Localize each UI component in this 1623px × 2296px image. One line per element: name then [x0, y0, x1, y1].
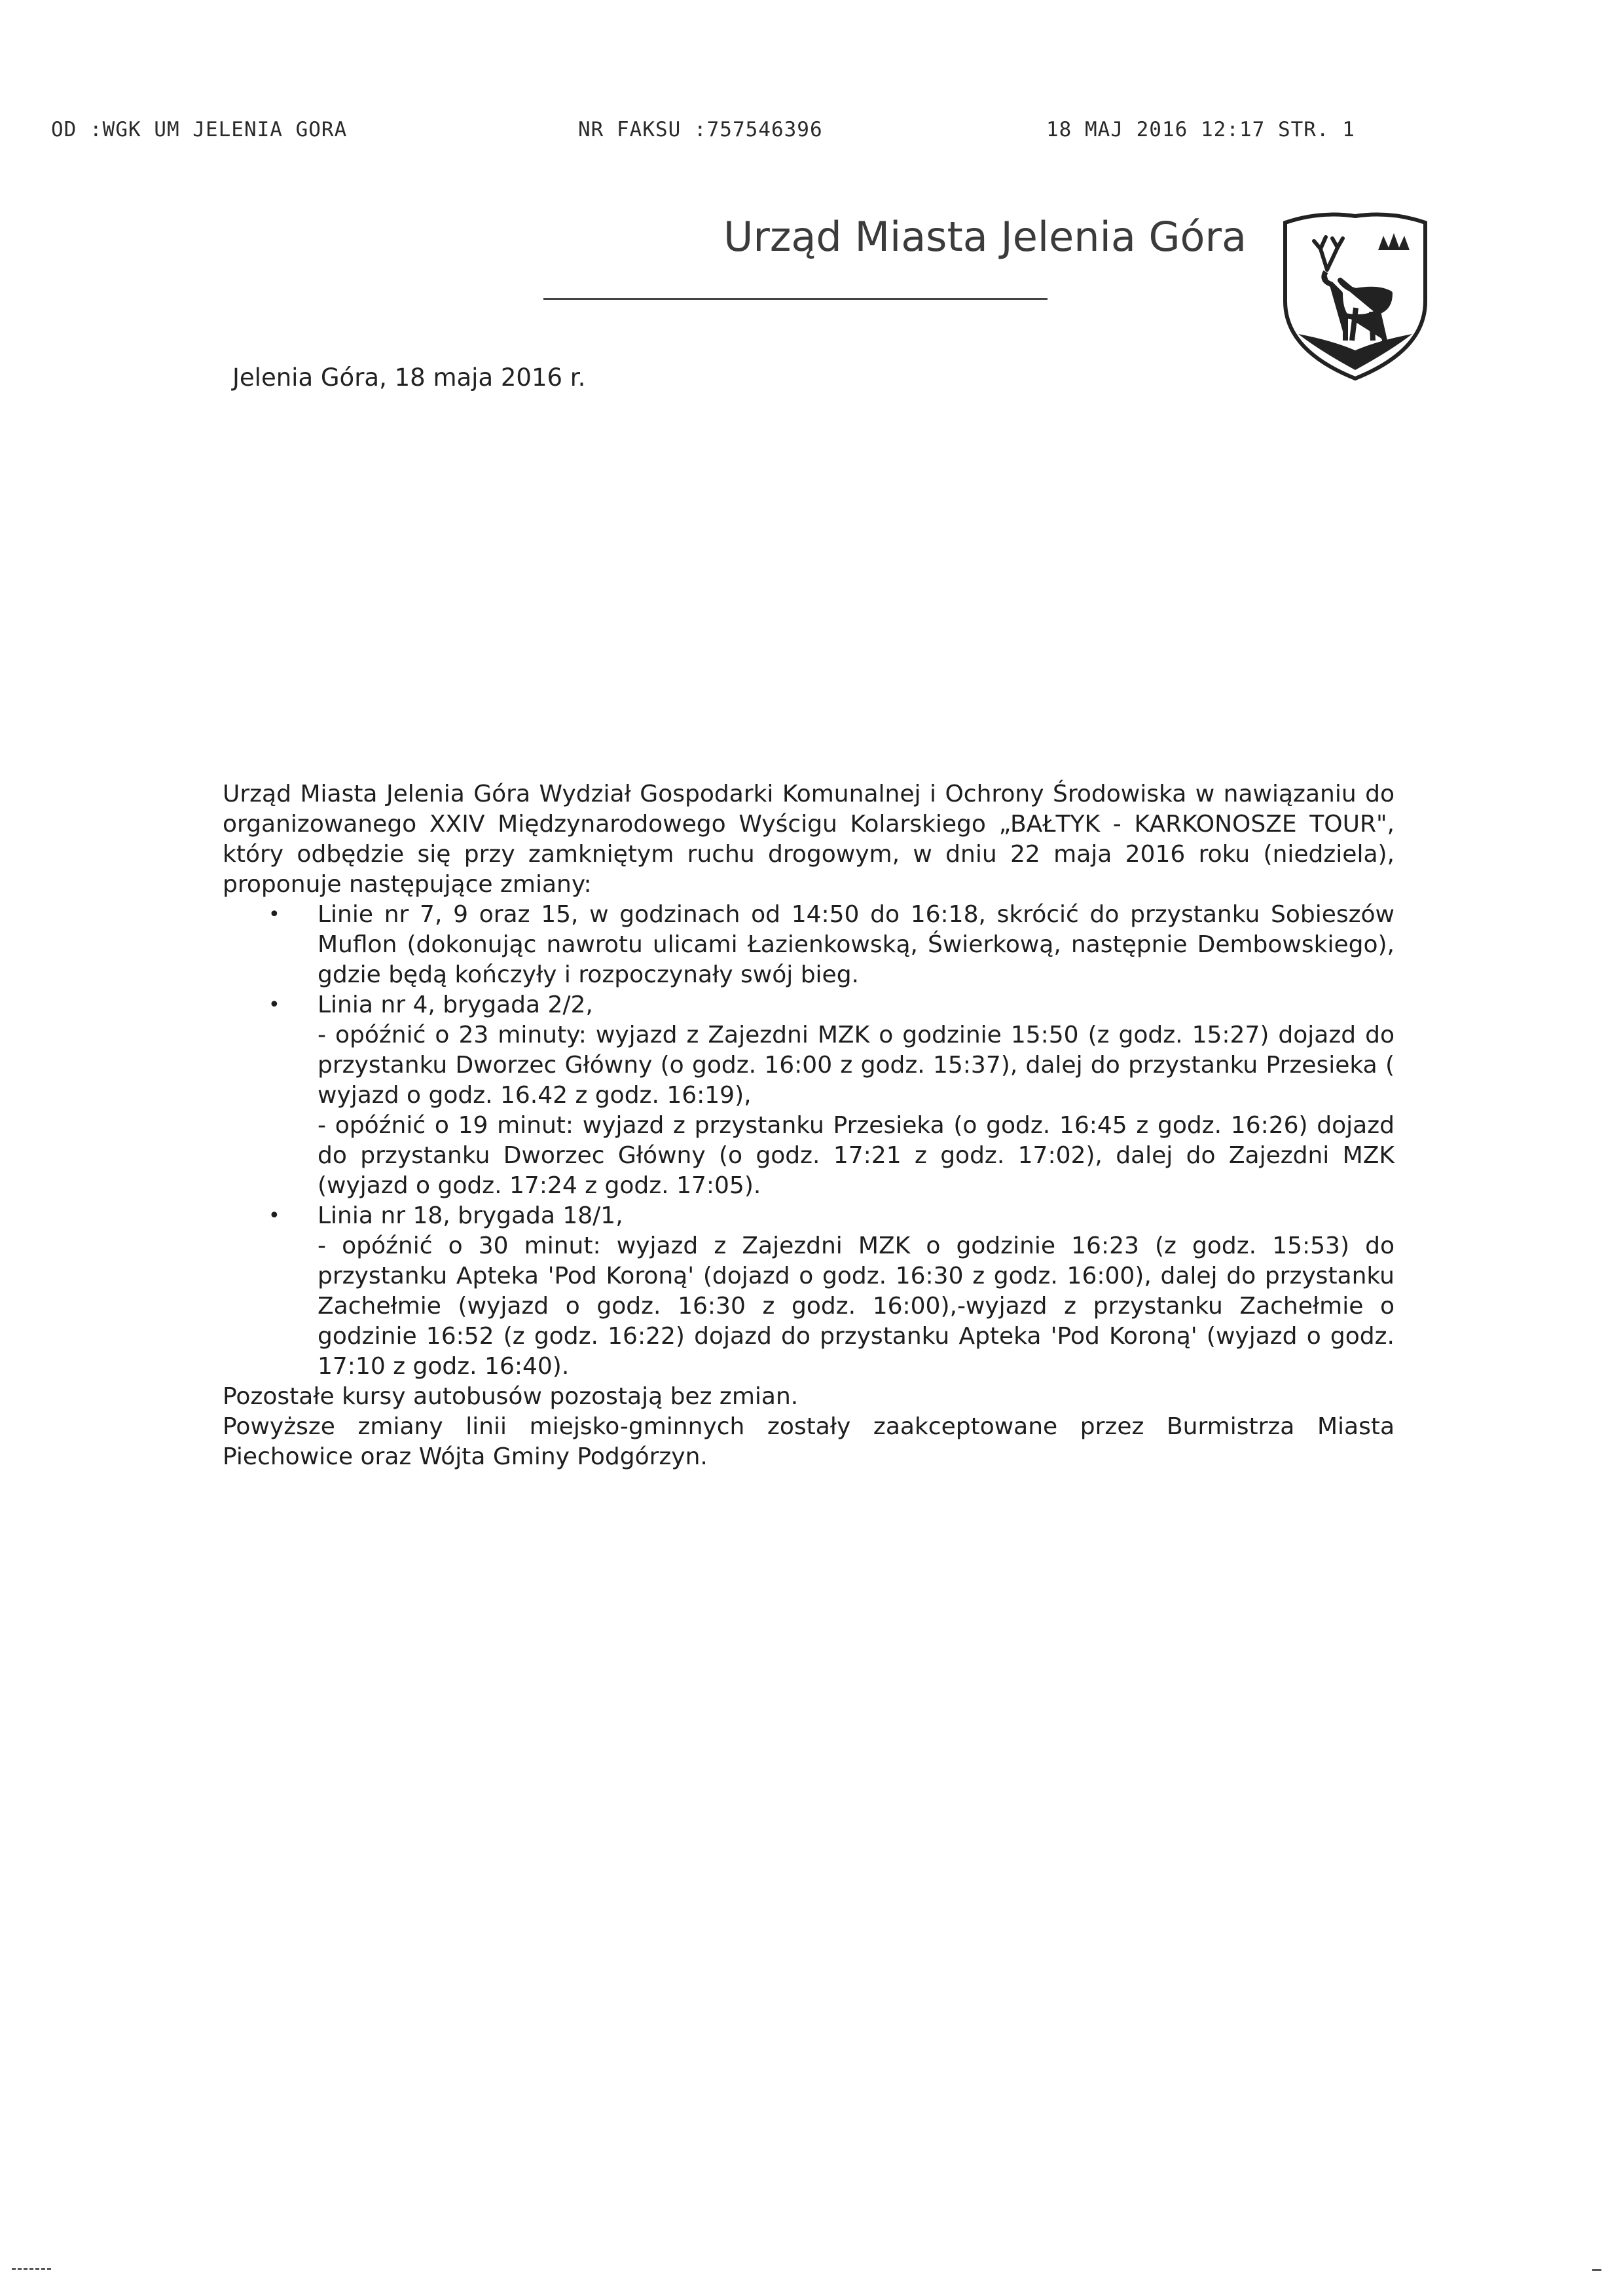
change-main-text: Linia nr 4, brygada 2/2, [318, 991, 593, 1018]
fax-sender: OD :WGK UM JELENIA GORA [51, 118, 348, 141]
list-item [223, 1201, 1395, 1382]
letterhead-rule [543, 298, 1048, 300]
fax-number: NR FAKSU :757546396 [578, 118, 823, 141]
bullet-icon: • [268, 1204, 280, 1227]
change-detail: - opóźnić o 23 minuty: wyjazd z Zajezdni MZK o godzinie 15:50 (z godz. 15:27) dojazd do przystanku Dworzec Główny (o godz. 16:00 z godz. 15:37), dalej do przystanku Przesieka ( wyjazd o godz. 16.42 z godz. 16:19), [318, 1022, 1395, 1109]
list-item [223, 900, 1395, 990]
place-and-date: Jelenia Góra, 18 maja 2016 r. [232, 363, 586, 392]
change-detail: - opóźnić o 30 minut: wyjazd z Zajezdni MZK o godzinie 16:23 (z godz. 15:53) do przystanku Apteka 'Pod Koroną' (dojazd o godz. 16:30 z godz. 16:00), dalej do przystanku Zachełmie (wyjazd o godz. 16:30 z godz. 16:00),-wyjazd z przystanku Zachełmie o godzinie 16:52 (z godz. 16:22) dojazd do przystanku Apteka 'Pod Koroną' (wyjazd o godz. 17:10 z godz. 16:40). [318, 1232, 1395, 1380]
deer-coat-of-arms-icon [1280, 210, 1431, 383]
bullet-icon: • [268, 993, 280, 1016]
change-detail: - opóźnić o 19 minut: wyjazd z przystanku Przesieka (o godz. 16:45 z godz. 16:26) dojazd do przystanku Dworzec Główny (o godz. 17:21 z godz. 17:02), dalej do Zajezdni MZK (wyjazd o godz. 17:24 z godz. 17:05). [318, 1112, 1395, 1199]
list-item [223, 990, 1395, 1201]
change-main-text: Linia nr 18, brygada 18/1, [318, 1202, 623, 1229]
office-name: Urząd Miasta Jelenia Góra [723, 213, 1247, 261]
closing-note: Pozostałe kursy autobusów pozostają bez zmian. [223, 1383, 799, 1410]
intro-paragraph: Urząd Miasta Jelenia Góra Wydział Gospodarki Komunalnej i Ochrony Środowiska w nawiązaniu do organizowanego XXIV Międzynarodowego Wyścigu Kolarskiego „BAŁTYK - KARKONOSZE TOUR", który odbędzie się przy zamkniętym ruchu drogowym, w dniu 22 maja 2016 roku (niedziela), proponuje następujące zmiany: [223, 781, 1395, 898]
scan-edge-mark [12, 2268, 51, 2272]
changes-list [223, 900, 1395, 1382]
letter-body [223, 779, 1395, 1472]
fax-header [51, 118, 1426, 151]
acceptance-note: Powyższe zmiany linii miejsko-gminnych zostały zaakceptowane przez Burmistrza Miasta Piechowice oraz Wójta Gminy Podgórzyn. [223, 1413, 1395, 1470]
bullet-icon: • [268, 903, 280, 926]
scan-edge-mark [1592, 2269, 1601, 2271]
change-main-text: Linie nr 7, 9 oraz 15, w godzinach od 14:50 do 16:18, skrócić do przystanku Sobieszów Muflon (dokonując nawrotu ulicami Łazienkowską, Świerkową, następnie Dembowskiego), gdzie będą kończyły i rozpoczynały swój bieg. [318, 901, 1395, 988]
fax-datetime-page: 18 MAJ 2016 12:17 STR. 1 [1046, 118, 1355, 141]
